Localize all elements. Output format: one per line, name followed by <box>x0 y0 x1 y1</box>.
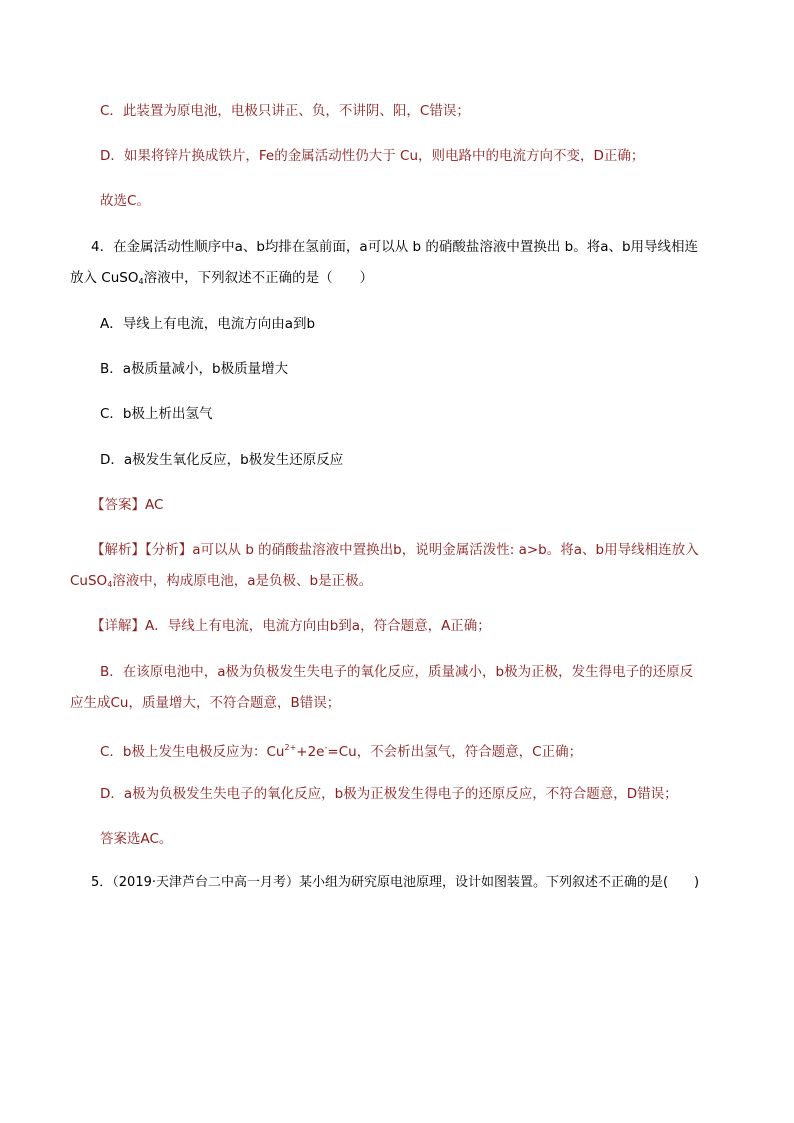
question4-stem-line2 <box>70 269 373 291</box>
question4-detail-a <box>91 617 491 635</box>
question4-analysis-line1 <box>91 541 699 559</box>
analysis-line2-a: CuSO <box>70 573 108 589</box>
question4-option-a: A．导线上有电流，电流方向由a到b <box>100 316 316 332</box>
analysis-text-line1: a可以从 b 的硝酸盐溶液中置换出b，说明金属活泼性: a>b。将a、b用导线相连放入 <box>192 542 699 558</box>
prev-option-d-explanation: D．如果将锌片换成铁片，Fe的金属活动性仍大于 Cu，则电路中的电流方向不变，D正确； <box>100 148 645 164</box>
detail-label: 【详解】 <box>91 618 145 634</box>
analysis-subscript: 4 <box>107 580 113 589</box>
question4-option-d: D．a极发生氧化反应，b极发生还原反应 <box>100 452 344 468</box>
question4-final-answer: 答案选AC。 <box>100 831 173 847</box>
prev-conclusion: 故选C。 <box>100 193 150 209</box>
analysis-label: 【解析】【分析】 <box>91 542 193 558</box>
question4-stem-subscript: 4 <box>138 277 144 286</box>
prev-option-c-explanation: C．此装置为原电池，电极只讲正、负，不讲阴、阳，C错误； <box>100 103 470 119</box>
detail-c-suffix: ，不会析出氢气，符合题意，C正确； <box>356 744 583 760</box>
question4-detail-b-line1: B．在该原电池中，a极为负极发生失电子的氧化反应，质量减小，b极为正极，发生得电子的还原反 <box>100 664 694 680</box>
question4-detail-d: D．a极为负极发生失电子的氧化反应，b极为正极发生得电子的还原反应，不符合题意，D错误； <box>100 786 678 802</box>
question4-stem-line1: 4．在金属活动性顺序中a、b均排在氢前面，a可以从 b 的硝酸盐溶液中置换出 b。将a、b用导线相连 <box>91 239 699 255</box>
detail-a-text: A．导线上有电流，电流方向由b到a，符合题意，A正确； <box>145 618 491 634</box>
question4-detail-b-line2: 应生成Cu，质量增大，不符合题意，B错误； <box>70 695 341 711</box>
detail-c-prefix: C．b极上发生电极反应为： <box>100 744 267 760</box>
analysis-line2-b: 溶液中，构成原电池，a是负极、b是正极。 <box>112 573 373 589</box>
question5-stem: 5．（2019·天津芦台二中高一月考）某小组为研究原电池原理，设计如图装置。下列叙述不正确的是( ) <box>91 875 700 890</box>
question4-option-c: C．b极上析出氢气 <box>100 406 213 422</box>
answer-value: AC <box>145 497 164 513</box>
question4-stem-line2-b: 溶液中，下列叙述不正确的是（ ） <box>143 270 374 286</box>
electrode-formula: $Cu^{2+}+2e^-=Cu$ <box>266 743 357 760</box>
question4-answer <box>91 496 163 514</box>
question4-stem-line2-a: 放入 CuSO <box>70 270 139 286</box>
question4-analysis-line2 <box>70 572 372 594</box>
question4-detail-c <box>100 739 582 761</box>
question4-option-b: B．a极质量减小，b极质量增大 <box>100 361 289 377</box>
answer-label: 【答案】 <box>91 497 145 513</box>
